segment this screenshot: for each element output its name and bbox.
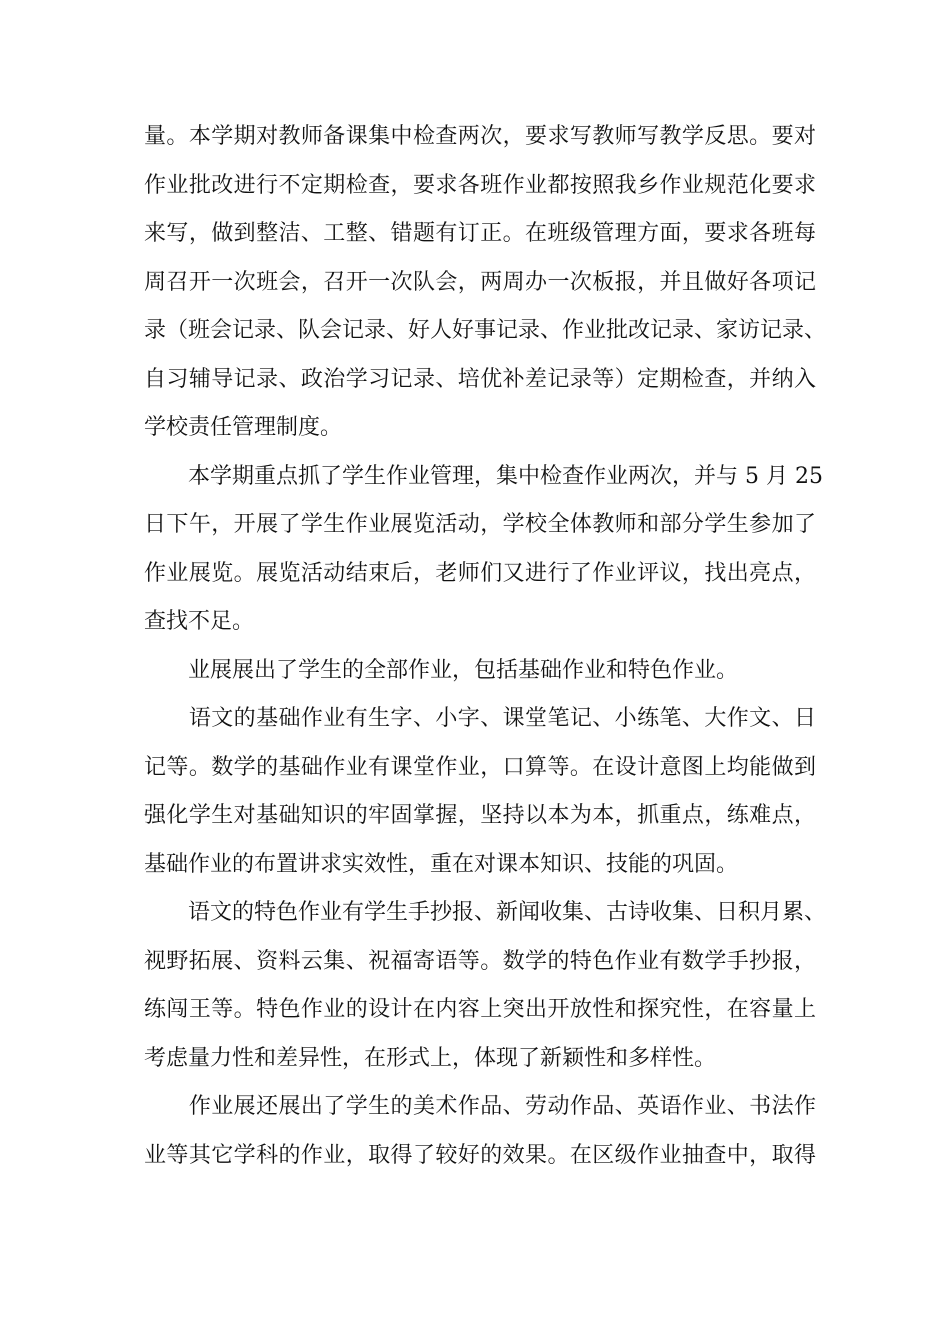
- paragraph-teaching-checks: [144, 113, 827, 453]
- text-line: 考虑量力性和差异性，在形式上，体现了新颖性和多样性。: [144, 1045, 717, 1071]
- text-line: 记等。数学的基础作业有课堂作业，口算等。在设计意图上均能做到: [144, 754, 816, 780]
- paragraph-basic-homework: [144, 695, 816, 889]
- text-line: 作业展还展出了学生的美术作品、劳动作品、英语作业、书法作: [144, 1094, 816, 1119]
- text-line: 作业展览。展览活动结束后，老师们又进行了作业评议，找出亮点，: [144, 560, 816, 586]
- paragraph-exhibition-scope: [144, 647, 816, 696]
- text-line: 查找不足。: [144, 609, 255, 634]
- text-line: 语文的基础作业有生字、小字、课堂笔记、小练笔、大作文、日: [144, 706, 816, 731]
- text-line: 录（班会记录、队会记录、好人好事记录、作业批改记录、家访记录、: [144, 318, 827, 343]
- text-line: 业展展出了学生的全部作业，包括基础作业和特色作业。: [144, 657, 739, 683]
- paragraph-special-homework: [144, 889, 827, 1083]
- body-text: [144, 113, 827, 1180]
- text-line: 本学期重点抓了学生作业管理，集中检查作业两次，并与 5 月 25: [144, 463, 823, 489]
- text-line: 学校责任管理制度。: [144, 415, 343, 440]
- paragraph-homework-exhibition: [144, 453, 823, 647]
- text-line: 自习辅导记录、政治学习记录、培优补差记录等）定期检查，并纳入: [144, 366, 816, 392]
- text-line: 周召开一次班会，召开一次队会，两周办一次板报，并且做好各项记: [144, 269, 816, 295]
- text-line: 来写，做到整洁、工整、错题有订正。在班级管理方面，要求各班每: [144, 221, 816, 246]
- text-line: 作业批改进行不定期检查，要求各班作业都按照我乡作业规范化要求: [144, 172, 816, 198]
- text-line: 量。本学期对教师备课集中检查两次，要求写教师写教学反思。要对: [144, 124, 816, 149]
- paragraph-other-subjects: [144, 1083, 816, 1180]
- text-line: 基础作业的布置讲求实效性，重在对课本知识、技能的巩固。: [144, 851, 739, 877]
- text-line: 强化学生对基础知识的牢固掌握，坚持以本为本，抓重点，练难点，: [144, 803, 816, 828]
- text-line: 业等其它学科的作业，取得了较好的效果。在区级作业抽查中，取得: [144, 1142, 816, 1168]
- text-line: 日下午，开展了学生作业展览活动，学校全体教师和部分学生参加了: [144, 512, 816, 537]
- text-line: 练闯王等。特色作业的设计在内容上突出开放性和探究性，在容量上: [144, 997, 816, 1022]
- text-line: 语文的特色作业有学生手抄报、新闻收集、古诗收集、日积月累、: [144, 900, 827, 925]
- text-line: 视野拓展、资料云集、祝福寄语等。数学的特色作业有数学手抄报，: [144, 948, 816, 974]
